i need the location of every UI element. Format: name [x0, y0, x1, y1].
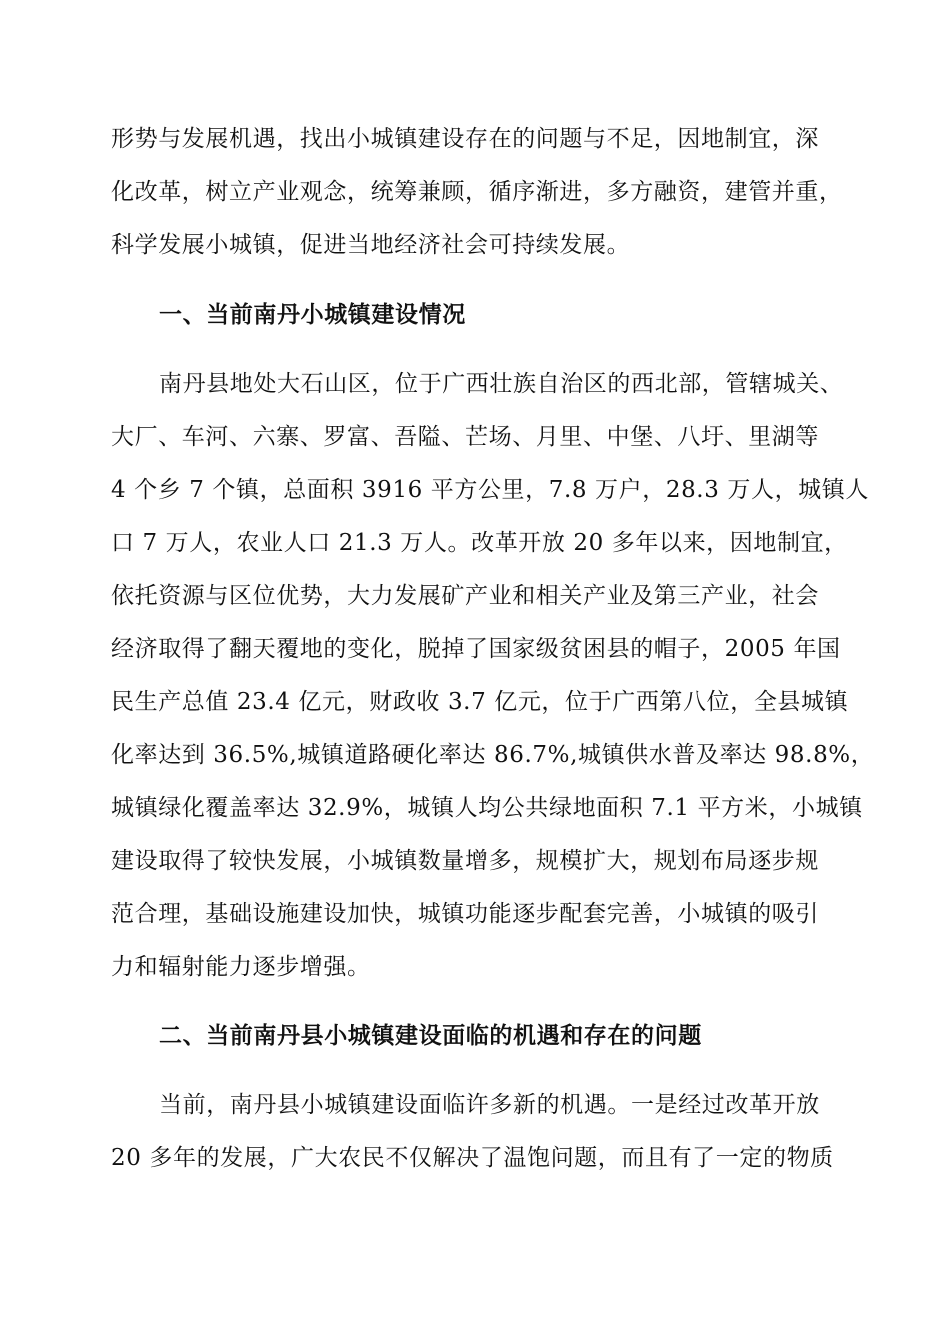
- intro-line-3: 科学发展小城镇，促进当地经济社会可持续发展。: [111, 232, 631, 258]
- section1-line-10: 建设取得了较快发展，小城镇数量增多，规模扩大，规划布局逐步规: [111, 848, 819, 874]
- section1-line-9: 城镇绿化覆盖率达 32.9%，城镇人均公共绿地面积 7.1 平方米，小城镇: [111, 795, 863, 821]
- section1-line-5: 依托资源与区位优势，大力发展矿产业和相关产业及第三产业，社会: [111, 583, 819, 609]
- section-heading-1: 一、当前南丹小城镇建设情况: [159, 301, 466, 328]
- section1-line-4: 口 7 万人，农业人口 21.3 万人。改革开放 20 多年以来，因地制宜，: [111, 530, 848, 556]
- section-heading-2: 二、当前南丹县小城镇建设面临的机遇和存在的问题: [159, 1022, 702, 1049]
- section1-line-11: 范合理，基础设施建设加快，城镇功能逐步配套完善，小城镇的吸引: [111, 901, 819, 927]
- section1-line-2: 大厂、车河、六寨、罗富、吾隘、芒场、月里、中堡、八圩、里湖等: [111, 424, 819, 450]
- section1-line-1: 南丹县地处大石山区，位于广西壮族自治区的西北部，管辖城关、: [159, 371, 844, 397]
- section1-line-12: 力和辐射能力逐步增强。: [111, 954, 371, 980]
- section1-line-6: 经济取得了翻天覆地的变化，脱掉了国家级贫困县的帽子，2005 年国: [111, 636, 841, 662]
- section2-line-2: 20 多年的发展，广大农民不仅解决了温饱问题，而且有了一定的物质: [111, 1145, 834, 1171]
- section1-line-7: 民生产总值 23.4 亿元，财政收 3.7 亿元，位于广西第八位，全县城镇: [111, 689, 849, 715]
- section2-line-1: 当前，南丹县小城镇建设面临许多新的机遇。一是经过改革开放: [159, 1092, 820, 1118]
- section1-line-3: 4 个乡 7 个镇，总面积 3916 平方公里，7.8 万户，28.3 万人，城镇人: [111, 477, 869, 503]
- intro-line-1: 形势与发展机遇，找出小城镇建设存在的问题与不足，因地制宜，深: [111, 126, 819, 152]
- section1-line-8: 化率达到 36.5%,城镇道路硬化率达 86.7%,城镇供水普及率达 98.8%，: [111, 742, 875, 768]
- intro-line-2: 化改革，树立产业观念，统筹兼顾，循序渐进，多方融资，建管并重，: [111, 179, 843, 205]
